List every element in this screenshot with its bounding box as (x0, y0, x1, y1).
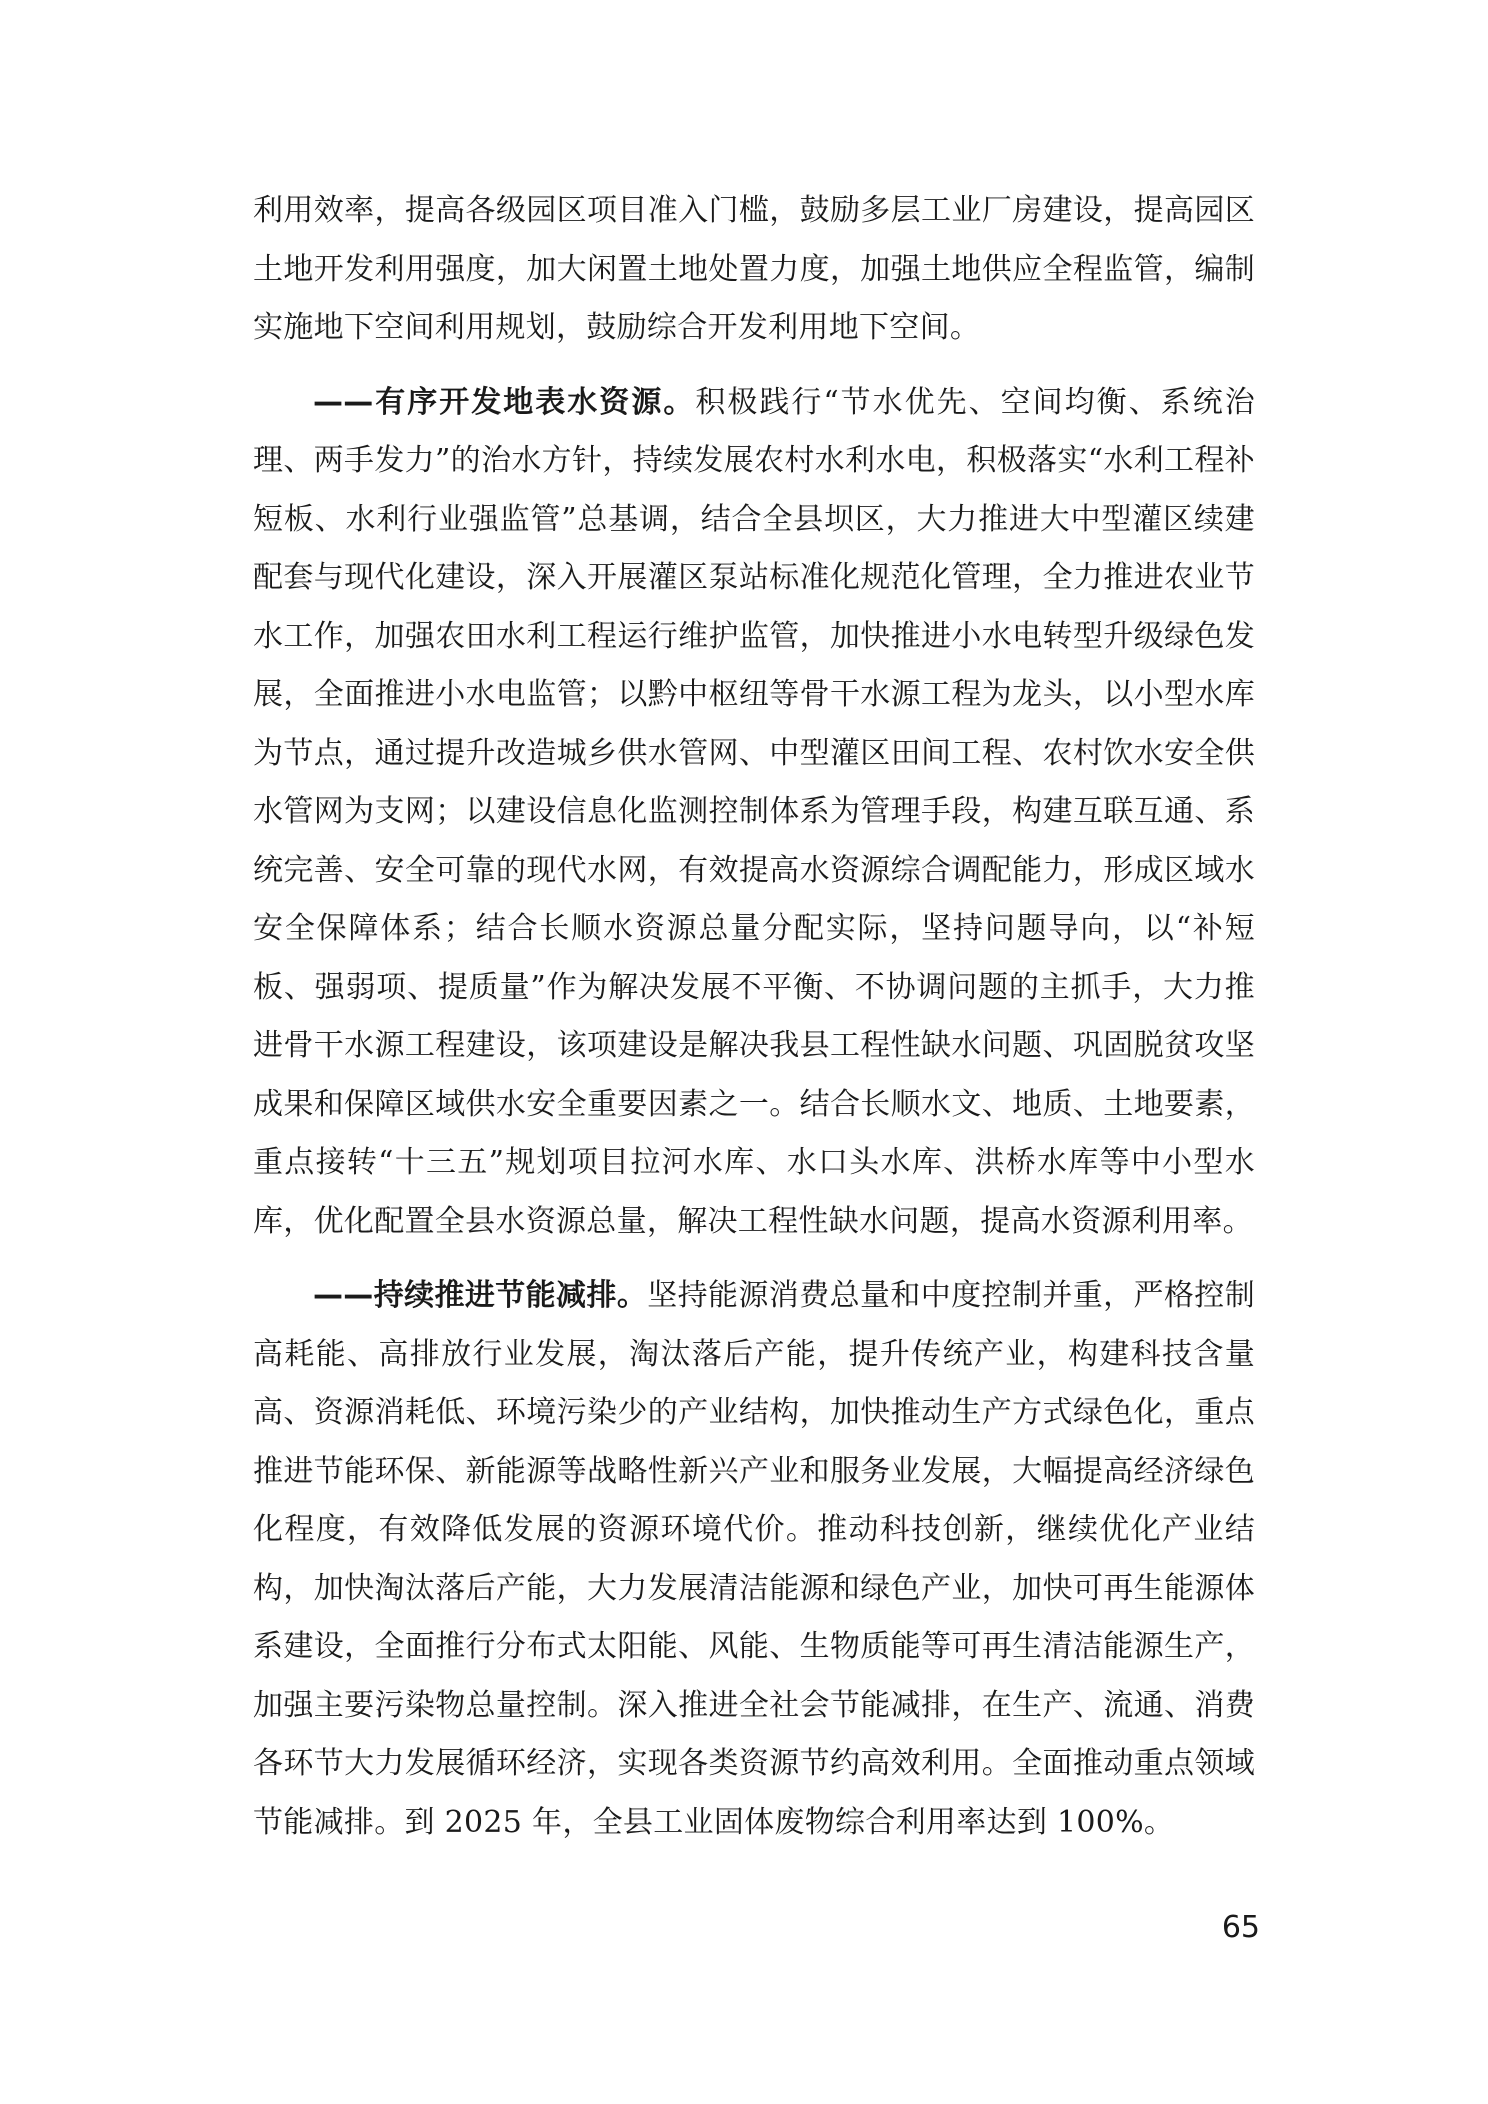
body-text (253, 182, 1255, 1852)
paragraph-text: 坚持能源消费总量和中度控制并重，严格控制高耗能、高排放行业发展，淘汰落后产能，提升传统产业，构建科技含量高、资源消耗低、环境污染少的产业结构，加快推动生产方式绿色化，重点推进节能环保、新能源等战略性新兴产业和服务业发展，大幅提高经济绿色化程度，有效降低发展的资源环境代价。推动科技创新，继续优化产业结构，加快淘汰落后产能，大力发展清洁能源和绿色产业，加快可再生能源体系建设，全面推行分布式太阳能、风能、生物质能等可再生清洁能源生产，加强主要污染物总量控制。深入推进全社会节能减排，在生产、流通、消费各环节大力发展循环经济，实现各类资源节约高效利用。全面推动重点领域节能减排。到 2025 年，全县工业固体废物综合利用率达到 100%。 (253, 1278, 1255, 1840)
paragraph-heading: ——有序开发地表水资源。 (313, 384, 696, 420)
paragraph-land-use-continued (253, 182, 1255, 358)
paragraph-energy-saving (253, 1267, 1255, 1852)
paragraph-text: 利用效率，提高各级园区项目准入门槛，鼓励多层工业厂房建设，提高园区土地开发利用强度，加大闲置土地处置力度，加强土地供应全程监管，编制实施地下空间利用规划，鼓励综合开发利用地下空间。 (253, 193, 1255, 345)
paragraph-text: 积极践行“节水优先、空间均衡、系统治理、两手发力”的治水方针，持续发展农村水利水电，积极落实“水利工程补短板、水利行业强监管”总基调，结合全县坝区，大力推进大中型灌区续建配套与现代化建设，深入开展灌区泵站标准化规范化管理，全力推进农业节水工作，加强农田水利工程运行维护监管，加快推进小水电转型升级绿色发展，全面推进小水电监管；以黔中枢纽等骨干水源工程为龙头，以小型水库为节点，通过提升改造城乡供水管网、中型灌区田间工程、农村饮水安全供水管网为支网；以建设信息化监测控制体系为管理手段，构建互联互通、系统完善、安全可靠的现代水网，有效提高水资源综合调配能力，形成区域水安全保障体系；结合长顺水资源总量分配实际，坚持问题导向，以“补短板、强弱项、提质量”作为解决发展不平衡、不协调问题的主抓手，大力推进骨干水源工程建设，该项建设是解决我县工程性缺水问题、巩固脱贫攻坚成果和保障区域供水安全重要因素之一。结合长顺水文、地质、土地要素，重点接转“十三五”规划项目拉河水库、水口头水库、洪桥水库等中小型水库，优化配置全县水资源总量，解决工程性缺水问题，提高水资源利用率。 (253, 384, 1255, 1239)
paragraph-surface-water-resources (253, 374, 1255, 1252)
page-number: 65 (1221, 1910, 1260, 1945)
paragraph-heading: ——持续推进节能减排。 (313, 1278, 648, 1313)
